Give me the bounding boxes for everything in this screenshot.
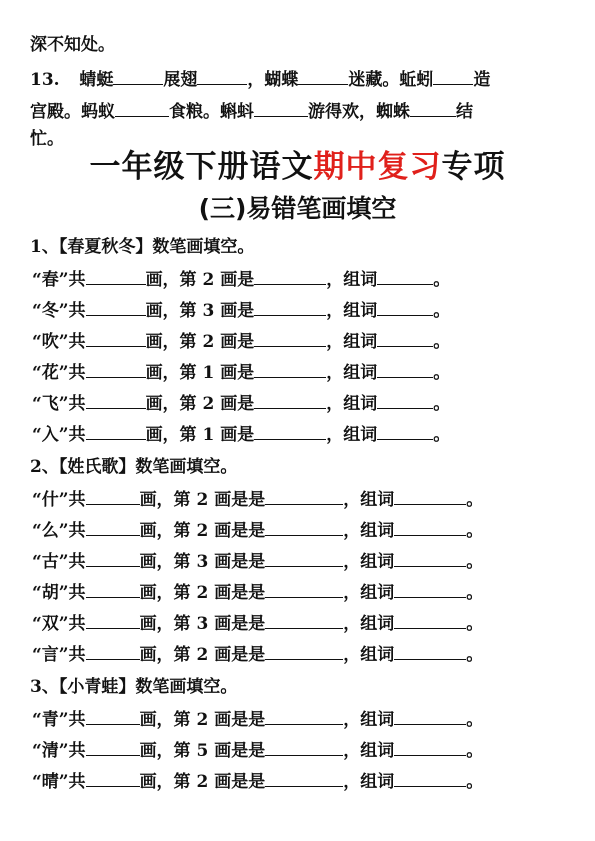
word-prompt: ，组词 bbox=[326, 301, 378, 321]
answer-blank[interactable] bbox=[86, 550, 140, 567]
title-part-3: 专项 bbox=[441, 149, 506, 185]
answer-blank[interactable] bbox=[86, 708, 140, 725]
intro-line-1 bbox=[30, 34, 569, 56]
row-end: 。 bbox=[433, 332, 451, 352]
intro-text: 深不知处。 bbox=[30, 35, 115, 55]
stroke-prompt: 画，第 5 画是是 bbox=[139, 741, 266, 761]
word-prompt: ，组词 bbox=[326, 425, 378, 445]
answer-blank[interactable] bbox=[377, 330, 433, 347]
answer-blank[interactable] bbox=[377, 423, 433, 440]
row-end: 。 bbox=[466, 490, 484, 510]
answer-blank[interactable] bbox=[197, 68, 247, 85]
exercise-row bbox=[32, 299, 450, 322]
answer-blank[interactable] bbox=[86, 488, 140, 505]
character-prompt: “么”共 bbox=[32, 521, 86, 541]
answer-blank[interactable] bbox=[86, 643, 140, 660]
stroke-prompt: 画，第 2 画是 bbox=[145, 270, 255, 290]
exercise-row bbox=[32, 770, 483, 793]
row-end: 。 bbox=[466, 741, 484, 761]
word-prompt: ，组词 bbox=[343, 521, 395, 541]
stroke-prompt: 画，第 2 画是是 bbox=[139, 772, 266, 792]
word-prompt: ，组词 bbox=[343, 490, 395, 510]
answer-blank[interactable] bbox=[254, 361, 326, 378]
section-heading bbox=[30, 456, 237, 478]
exercise-row bbox=[32, 268, 450, 291]
section-heading bbox=[30, 236, 254, 258]
answer-blank[interactable] bbox=[265, 581, 343, 598]
answer-blank[interactable] bbox=[298, 68, 348, 85]
answer-blank[interactable] bbox=[86, 739, 140, 756]
answer-blank[interactable] bbox=[394, 581, 466, 598]
answer-blank[interactable] bbox=[433, 68, 473, 85]
q13-text: 展翅 bbox=[163, 70, 198, 90]
exercise-row bbox=[32, 739, 483, 762]
word-prompt: ，组词 bbox=[326, 332, 378, 352]
stroke-prompt: 画，第 2 画是是 bbox=[139, 645, 266, 665]
answer-blank[interactable] bbox=[254, 268, 326, 285]
row-end: 。 bbox=[466, 552, 484, 572]
answer-blank[interactable] bbox=[115, 100, 169, 117]
row-end: 。 bbox=[433, 425, 451, 445]
row-end: 。 bbox=[433, 394, 451, 414]
character-prompt: “清”共 bbox=[32, 741, 86, 761]
section-heading-text: 1、【春夏秋冬】数笔画填空。 bbox=[30, 237, 255, 257]
answer-blank[interactable] bbox=[86, 770, 140, 787]
section-heading-text: 2、【姓氏歌】数笔画填空。 bbox=[30, 457, 238, 477]
exercise-row bbox=[32, 643, 483, 666]
word-prompt: ，组词 bbox=[326, 270, 378, 290]
q13-text: 宫殿。蚂蚁 bbox=[30, 102, 115, 122]
row-end: 。 bbox=[466, 614, 484, 634]
word-prompt: ，组词 bbox=[343, 741, 395, 761]
exercise-row bbox=[32, 612, 483, 635]
answer-blank[interactable] bbox=[86, 330, 146, 347]
answer-blank[interactable] bbox=[377, 268, 433, 285]
word-prompt: ，组词 bbox=[343, 583, 395, 603]
row-end: 。 bbox=[433, 301, 451, 321]
answer-blank[interactable] bbox=[86, 268, 146, 285]
answer-blank[interactable] bbox=[265, 643, 343, 660]
character-prompt: “飞”共 bbox=[32, 394, 86, 414]
exercise-row bbox=[32, 330, 450, 353]
stroke-prompt: 画，第 3 画是是 bbox=[139, 614, 266, 634]
word-prompt: ，组词 bbox=[343, 710, 395, 730]
character-prompt: “胡”共 bbox=[32, 583, 86, 603]
answer-blank[interactable] bbox=[394, 488, 466, 505]
section-heading-text: 3、【小青蛙】数笔画填空。 bbox=[30, 677, 238, 697]
answer-blank[interactable] bbox=[265, 612, 343, 629]
answer-blank[interactable] bbox=[265, 739, 343, 756]
answer-blank[interactable] bbox=[254, 423, 326, 440]
row-end: 。 bbox=[466, 710, 484, 730]
answer-blank[interactable] bbox=[394, 708, 466, 725]
character-prompt: “言”共 bbox=[32, 645, 86, 665]
exercise-row bbox=[32, 519, 483, 542]
page-subtitle: (三)易错笔画填空 bbox=[198, 194, 397, 223]
answer-blank[interactable] bbox=[394, 770, 466, 787]
title-part-1: 一年级下册语文 bbox=[89, 149, 314, 185]
row-end: 。 bbox=[466, 521, 484, 541]
row-end: 。 bbox=[466, 583, 484, 603]
q13-text: 造 bbox=[473, 70, 491, 90]
answer-blank[interactable] bbox=[113, 68, 163, 85]
word-prompt: ，组词 bbox=[343, 645, 395, 665]
stroke-prompt: 画，第 1 画是 bbox=[145, 425, 255, 445]
answer-blank[interactable] bbox=[394, 550, 466, 567]
answer-blank[interactable] bbox=[377, 361, 433, 378]
word-prompt: ，组词 bbox=[326, 363, 378, 383]
question-number: 13. bbox=[30, 70, 60, 90]
answer-blank[interactable] bbox=[265, 708, 343, 725]
stroke-prompt: 画，第 3 画是 bbox=[145, 301, 255, 321]
answer-blank[interactable] bbox=[86, 361, 146, 378]
answer-blank[interactable] bbox=[394, 643, 466, 660]
character-prompt: “春”共 bbox=[32, 270, 86, 290]
q13-text: 食粮。蝌蚪 bbox=[169, 102, 254, 122]
row-end: 。 bbox=[433, 270, 451, 290]
answer-blank[interactable] bbox=[86, 299, 146, 316]
answer-blank[interactable] bbox=[377, 392, 433, 409]
character-prompt: “什”共 bbox=[32, 490, 86, 510]
exercise-row bbox=[32, 361, 450, 384]
q13-text: ，蝴蝶 bbox=[247, 70, 299, 90]
answer-blank[interactable] bbox=[86, 423, 146, 440]
row-end: 。 bbox=[466, 772, 484, 792]
answer-blank[interactable] bbox=[265, 550, 343, 567]
section-heading bbox=[30, 676, 237, 698]
page-title bbox=[0, 148, 595, 186]
stroke-prompt: 画，第 2 画是是 bbox=[139, 583, 266, 603]
q13-text: 游得欢，蜘蛛 bbox=[308, 102, 410, 122]
character-prompt: “吹”共 bbox=[32, 332, 86, 352]
answer-blank[interactable] bbox=[254, 392, 326, 409]
answer-blank[interactable] bbox=[394, 612, 466, 629]
stroke-prompt: 画，第 2 画是是 bbox=[139, 521, 266, 541]
stroke-prompt: 画，第 3 画是是 bbox=[139, 552, 266, 572]
word-prompt: ，组词 bbox=[326, 394, 378, 414]
answer-blank[interactable] bbox=[254, 330, 326, 347]
question-13-line-2 bbox=[30, 100, 569, 123]
answer-blank[interactable] bbox=[410, 100, 456, 117]
stroke-prompt: 画，第 2 画是 bbox=[145, 332, 255, 352]
title-highlight: 期中复习 bbox=[313, 149, 442, 185]
stroke-prompt: 画，第 2 画是是 bbox=[139, 490, 266, 510]
question-13-line-3 bbox=[30, 128, 569, 150]
row-end: 。 bbox=[433, 363, 451, 383]
exercise-row bbox=[32, 708, 483, 731]
q13-text: 迷藏。蚯蚓 bbox=[348, 70, 434, 90]
answer-blank[interactable] bbox=[86, 392, 146, 409]
q13-text: 蜻蜓 bbox=[79, 70, 114, 90]
answer-blank[interactable] bbox=[254, 100, 308, 117]
stroke-prompt: 画，第 2 画是是 bbox=[139, 710, 266, 730]
word-prompt: ，组词 bbox=[343, 614, 395, 634]
character-prompt: “花”共 bbox=[32, 363, 86, 383]
answer-blank[interactable] bbox=[86, 519, 140, 536]
character-prompt: “入”共 bbox=[32, 425, 86, 445]
exercise-row bbox=[32, 550, 483, 573]
word-prompt: ，组词 bbox=[343, 772, 395, 792]
q13-text: 忙。 bbox=[30, 129, 64, 149]
character-prompt: “双”共 bbox=[32, 614, 86, 634]
answer-blank[interactable] bbox=[86, 581, 140, 598]
exercise-row bbox=[32, 392, 450, 415]
answer-blank[interactable] bbox=[394, 739, 466, 756]
answer-blank[interactable] bbox=[265, 519, 343, 536]
character-prompt: “晴”共 bbox=[32, 772, 86, 792]
answer-blank[interactable] bbox=[86, 612, 140, 629]
character-prompt: “青”共 bbox=[32, 710, 86, 730]
answer-blank[interactable] bbox=[394, 519, 466, 536]
row-end: 。 bbox=[466, 645, 484, 665]
character-prompt: “冬”共 bbox=[32, 301, 86, 321]
answer-blank[interactable] bbox=[265, 488, 343, 505]
answer-blank[interactable] bbox=[254, 299, 326, 316]
exercise-row bbox=[32, 423, 450, 446]
word-prompt: ，组词 bbox=[343, 552, 395, 572]
exercise-row bbox=[32, 488, 483, 511]
question-13-line-1 bbox=[30, 68, 569, 91]
stroke-prompt: 画，第 2 画是 bbox=[145, 394, 255, 414]
stroke-prompt: 画，第 1 画是 bbox=[145, 363, 255, 383]
q13-text: 结 bbox=[456, 102, 473, 122]
answer-blank[interactable] bbox=[377, 299, 433, 316]
exercise-row bbox=[32, 581, 483, 604]
character-prompt: “古”共 bbox=[32, 552, 86, 572]
answer-blank[interactable] bbox=[265, 770, 343, 787]
